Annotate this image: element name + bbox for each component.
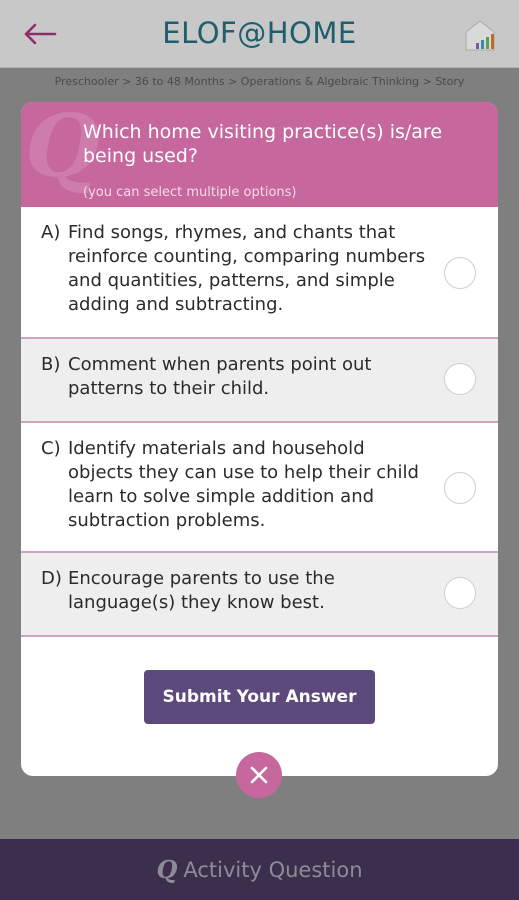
option-a[interactable] <box>21 207 498 339</box>
app-logo-icon[interactable] <box>462 16 498 52</box>
close-button[interactable] <box>236 752 282 798</box>
q-icon: Q <box>156 855 178 884</box>
question-header <box>21 102 498 207</box>
radio-option-b[interactable] <box>444 363 476 395</box>
radio-option-d[interactable] <box>444 577 476 609</box>
question-hint: (you can select multiple options) <box>83 185 297 200</box>
app-title: ELOF@HOME <box>162 16 357 50</box>
option-text: Comment when parents point out patterns to their child. <box>68 354 372 399</box>
options-list <box>21 207 498 637</box>
option-letter: A) <box>41 222 61 243</box>
footer-label: Activity Question <box>183 857 363 882</box>
option-text: Identify materials and household objects they can use to help their child learn to solve simple addition and subtraction problems. <box>68 438 419 531</box>
question-text: Which home visiting practice(s) is/are being used? <box>83 121 443 167</box>
option-letter: D) <box>41 568 62 589</box>
question-dialog <box>21 102 498 776</box>
breadcrumb: Preschooler > 36 to 48 Months > Operations & Algebraic Thinking > Story <box>54 75 465 88</box>
close-icon <box>249 765 269 785</box>
option-text: Find songs, rhymes, and chants that reinforce counting, comparing numbers and quantities, patterns, and simple adding and subtracting. <box>68 222 426 315</box>
submit-answer-button[interactable]: Submit Your Answer <box>144 670 375 724</box>
option-b[interactable] <box>21 339 498 423</box>
radio-option-c[interactable] <box>444 472 476 504</box>
option-letter: C) <box>41 438 61 459</box>
app-header <box>0 0 519 68</box>
footer-bar[interactable] <box>0 839 519 900</box>
option-d[interactable] <box>21 553 498 637</box>
option-text: Encourage parents to use the language(s) they know best. <box>68 568 335 613</box>
option-c[interactable] <box>21 423 498 553</box>
option-letter: B) <box>41 354 61 375</box>
q-watermark-icon: Q <box>25 102 100 197</box>
radio-option-a[interactable] <box>444 257 476 289</box>
